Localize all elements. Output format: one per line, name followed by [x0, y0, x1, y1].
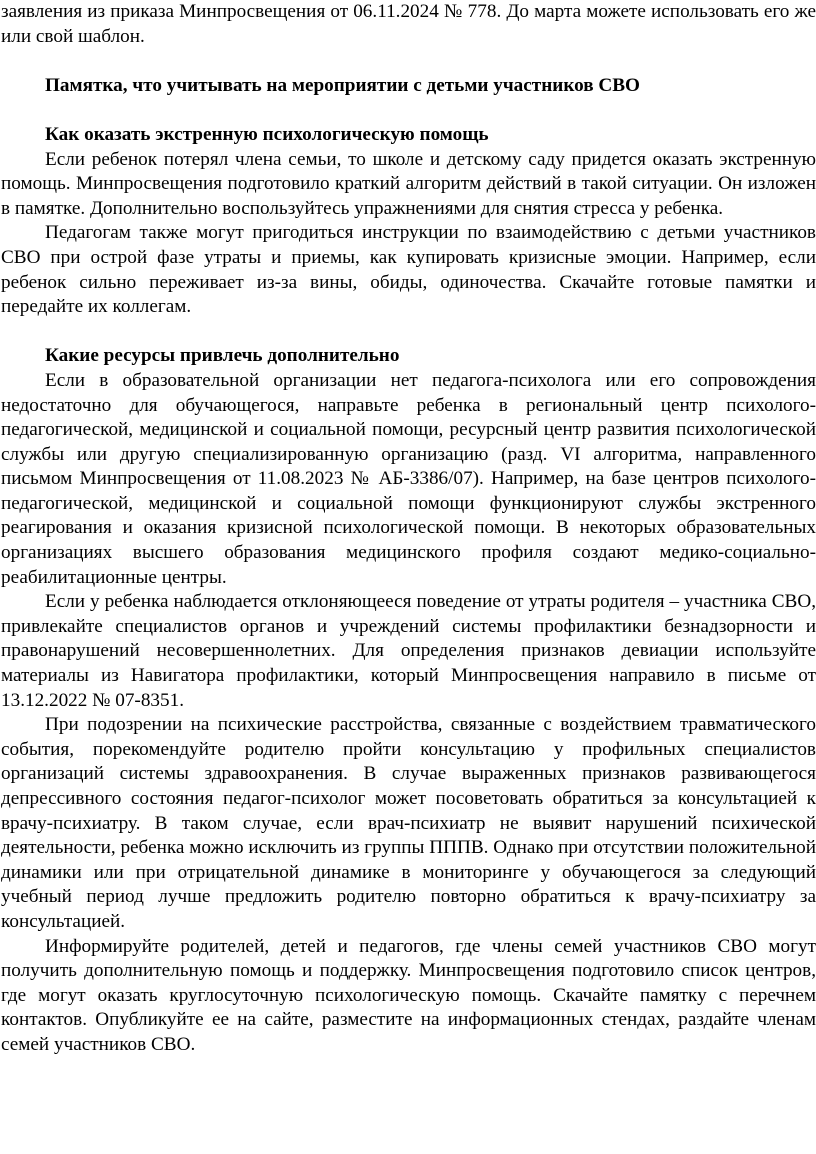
paragraph: Педагогам также могут пригодиться инструкции по взаимодействию с детьми участников СВО при острой фазе утраты и приемы, как купировать кризисные эмоции. Например, если ребенок сильно переживает из-за вины, обиды, одиночества. Скачайте готовые памятки и передайте их коллегам.: [1, 222, 816, 318]
paragraph: Если у ребенка наблюдается отклоняющееся поведение от утраты родителя – участника СВО, привлекайте специалистов органов и учреждений системы профилактики безнадзорности и правонарушений несовершеннолетних. Для определения признаков девиации используйте материалы из Навигатора профилактики, который Минпросвещения направило в письме от 13.12.2022 № 07-8351.: [1, 591, 816, 711]
paragraph: Если в образовательной организации нет педагога-психолога или его сопровождения недостаточно для обучающегося, направьте ребенка в региональный центр психолого-педагогической, медицинской и социальной помощи, ресурсный центр развития психологической службы или другую специализированную организацию (разд. VI алгоритма, направленного письмом Минпросвещения от 11.08.2023 № АБ-3386/07). Например, на базе центров психолого-педагогической, медицинской и социальной помощи функционируют службы экстренного реагирования и оказания кризисной психологической помощи. В некоторых образовательных организациях высшего образования медицинского профиля создают медико-социально-реабилитационные центры.: [1, 369, 816, 588]
section-heading-emergency-help: Как оказать экстренную психологическую помощь: [45, 123, 489, 145]
paragraph: Информируйте родителей, детей и педагогов, где члены семей участников СВО могут получить дополнительную помощь и поддержку. Минпросвещения подготовило список центров, где могут оказать круглосуточную психологическую помощь. Скачайте памятку с перечнем контактов. Опубликуйте ее на сайте, разместите на информационных стендах, раздайте членам семей участников СВО.: [1, 935, 816, 1055]
paragraph: При подозрении на психические расстройства, связанные с воздействием травматического события, порекомендуйте родителю пройти консультацию у профильных специалистов организаций системы здравоохранения. В случае выраженных признаков развивающегося депрессивного состояния педагог-психолог может посоветовать обратиться за консультацией к врачу-психиатру. В таком случае, если врач-психиатр не выявит нарушений психической деятельности, ребенка можно исключить из группы ПППВ. Однако при отсутствии положительной динамики или при отрицательной динамике в мониторинге у обучающегося за следующий учебный период лучше предложить родителю повторно обратиться к врачу-психиатру за консультацией.: [1, 714, 816, 932]
memo-title: Памятка, что учитывать на мероприятии с детьми участников СВО: [45, 74, 640, 96]
intro-continuation: заявления из приказа Минпросвещения от 06.11.2024 № 778. До марта можете использовать его же или свой шаблон.: [1, 1, 816, 47]
paragraph: Если ребенок потерял члена семьи, то школе и детскому саду придется оказать экстренную помощь. Минпросвещения подготовило краткий алгоритм действий в такой ситуации. Он изложен в памятке. Дополнительно воспользуйтесь упражнениями для снятия стресса у ребенка.: [1, 148, 816, 219]
spacer: [1, 49, 816, 74]
spacer: [1, 98, 816, 123]
section-heading-additional-resources: Какие ресурсы привлечь дополнительно: [45, 345, 400, 367]
spacer: [1, 320, 816, 345]
